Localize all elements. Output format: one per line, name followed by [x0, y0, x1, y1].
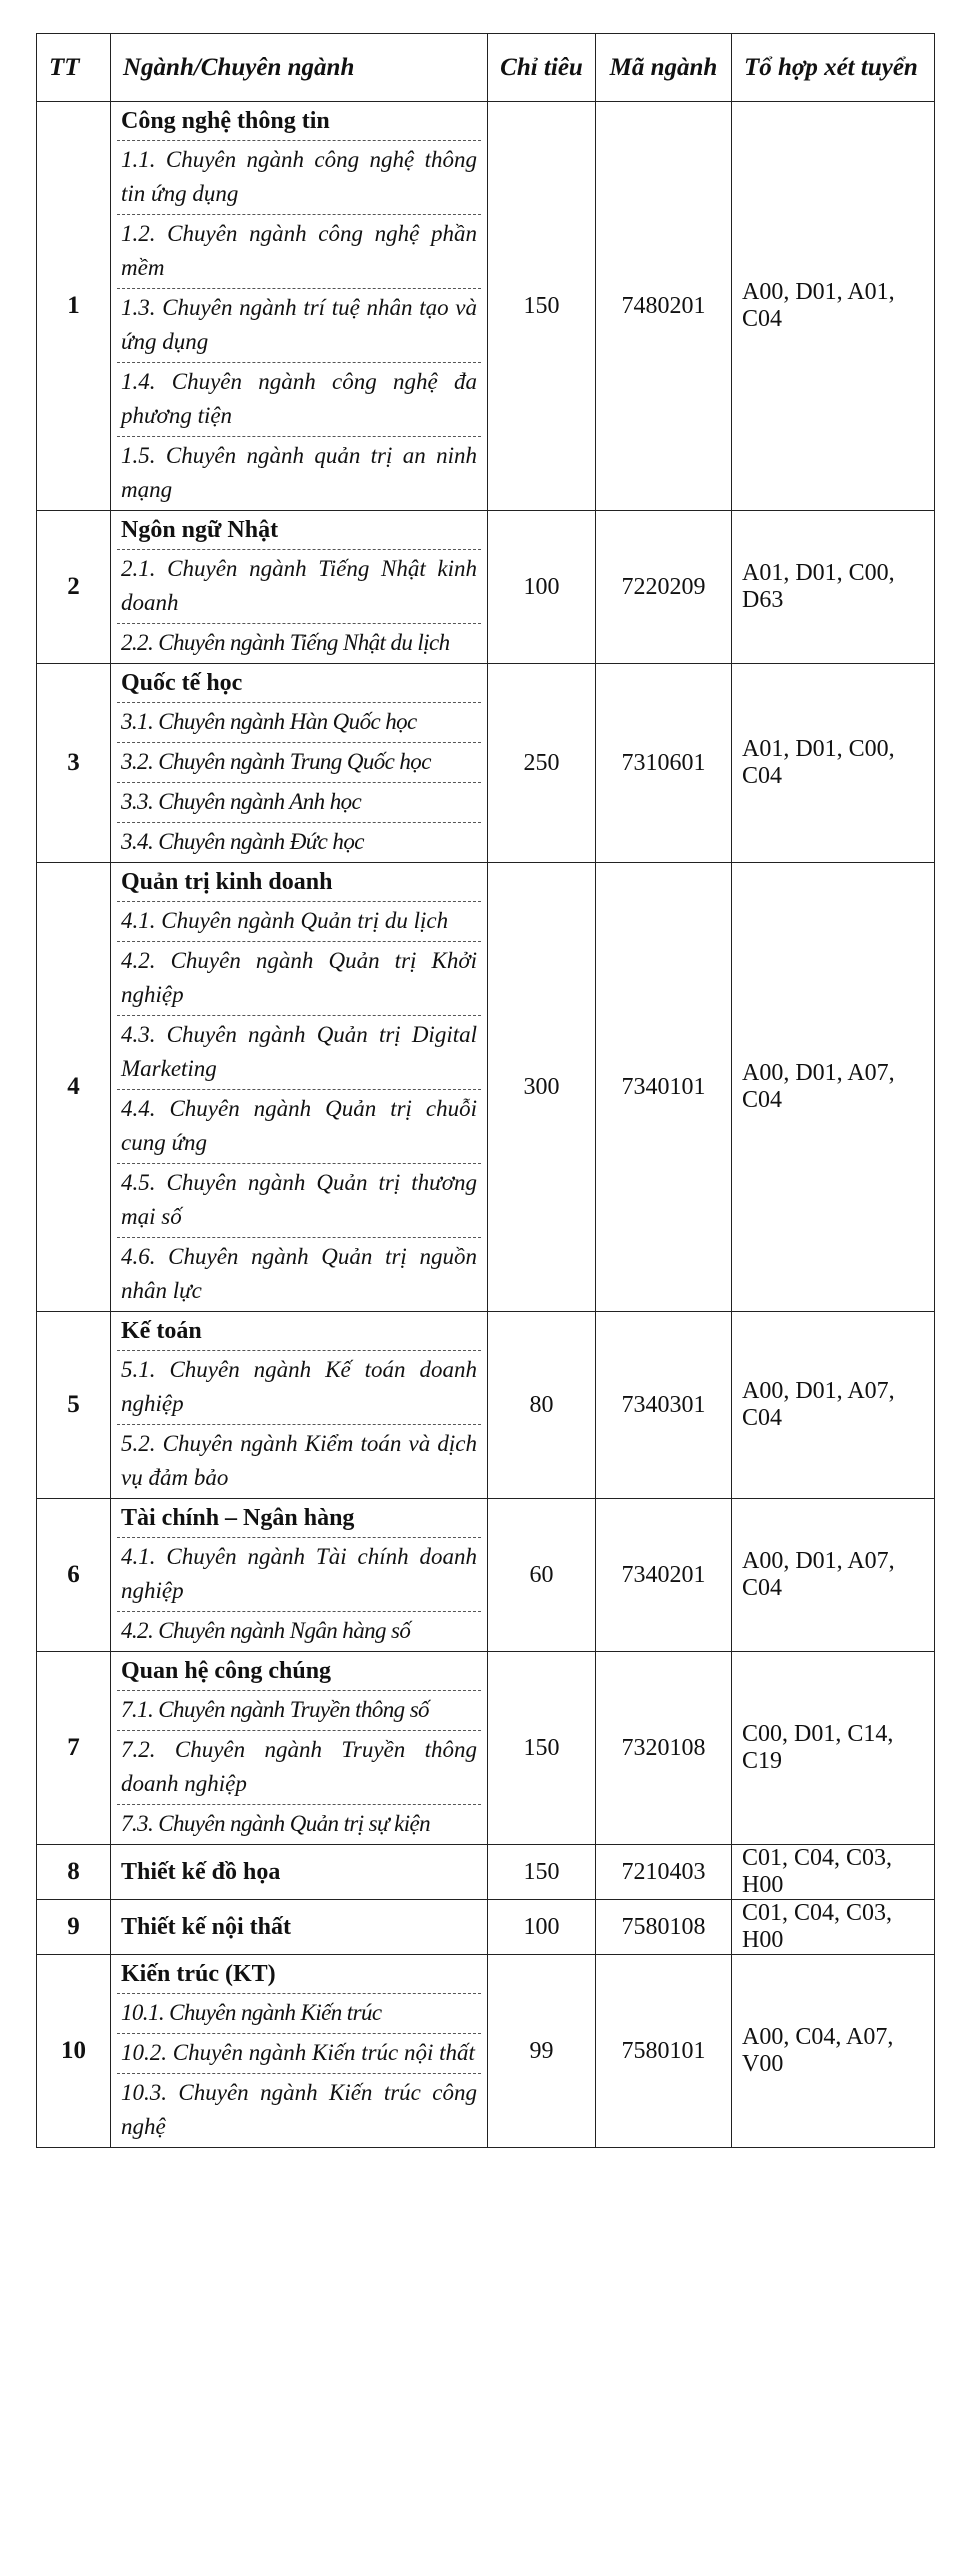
- row-number: 3: [37, 664, 111, 863]
- header-row: [37, 34, 935, 102]
- major-cell: [111, 102, 488, 511]
- major-code: 7310601: [596, 664, 732, 863]
- major-code: 7580101: [596, 1955, 732, 2148]
- specialization-item: 4.2. Chuyên ngành Ngân hàng số: [121, 1618, 411, 1643]
- row-number: 1: [37, 102, 111, 511]
- table-row: [37, 102, 935, 511]
- table-row: [37, 863, 935, 1312]
- specialization-item: 7.1. Chuyên ngành Truyền thông số: [117, 1691, 481, 1731]
- specialization-item: 4.4. Chuyên ngành Quản trị chuỗi cung ứng: [117, 1090, 481, 1164]
- major-code: 7480201: [596, 102, 732, 511]
- subject-combinations: A00, D01, A07, C04: [732, 1499, 935, 1652]
- major-code: 7220209: [596, 511, 732, 664]
- major-code: 7320108: [596, 1652, 732, 1845]
- major-code: 7580108: [596, 1900, 732, 1955]
- major-name: Quản trị kinh doanh: [117, 863, 481, 902]
- specialization-item: 10.3. Chuyên ngành Kiến trúc công nghệ: [121, 2080, 477, 2139]
- major-name: Kế toán: [117, 1312, 481, 1351]
- header-tt: TT: [37, 34, 111, 102]
- subject-combinations: A01, D01, C00, D63: [732, 511, 935, 664]
- major-cell: [111, 1499, 488, 1652]
- quota-value: 150: [488, 1845, 596, 1900]
- subject-combinations: A01, D01, C00, C04: [732, 664, 935, 863]
- table-body: [37, 102, 935, 2148]
- row-number: 8: [37, 1845, 111, 1900]
- specialization-item: 2.1. Chuyên ngành Tiếng Nhật kinh doanh: [117, 550, 481, 624]
- major-name: Quốc tế học: [117, 664, 481, 703]
- major-name: Thiết kế nội thất: [111, 1900, 488, 1955]
- specialization-item: 1.2. Chuyên ngành công nghệ phần mềm: [117, 215, 481, 289]
- major-cell: [111, 1955, 488, 2148]
- specialization-item: 2.2. Chuyên ngành Tiếng Nhật du lịch: [121, 630, 450, 655]
- subject-combinations: A00, D01, A01, C04: [732, 102, 935, 511]
- subject-combinations: C01, C04, C03, H00: [732, 1845, 935, 1900]
- row-number: 9: [37, 1900, 111, 1955]
- quota-value: 150: [488, 102, 596, 511]
- major-code: 7340301: [596, 1312, 732, 1499]
- specialization-item: 4.1. Chuyên ngành Tài chính doanh nghiệp: [117, 1538, 481, 1612]
- row-number: 10: [37, 1955, 111, 2148]
- specialization-item: 1.1. Chuyên ngành công nghệ thông tin ứng dụng: [117, 141, 481, 215]
- specialization-item: 7.3. Chuyên ngành Quản trị sự kiện: [121, 1811, 431, 1836]
- row-number: 4: [37, 863, 111, 1312]
- specialization-item: 3.3. Chuyên ngành Anh học: [117, 783, 481, 823]
- major-cell: [111, 1312, 488, 1499]
- specialization-item: 4.2. Chuyên ngành Quản trị Khởi nghiệp: [117, 942, 481, 1016]
- major-code: 7210403: [596, 1845, 732, 1900]
- table-row: [37, 1845, 935, 1900]
- major-code: 7340201: [596, 1499, 732, 1652]
- specialization-item: 5.1. Chuyên ngành Kế toán doanh nghiệp: [117, 1351, 481, 1425]
- major-name: Ngôn ngữ Nhật: [117, 511, 481, 550]
- row-number: 2: [37, 511, 111, 664]
- specialization-item: 1.4. Chuyên ngành công nghệ đa phương tiện: [117, 363, 481, 437]
- table-row: [37, 1499, 935, 1652]
- header-code: Mã ngành: [596, 34, 732, 102]
- quota-value: 99: [488, 1955, 596, 2148]
- major-cell: [111, 511, 488, 664]
- specialization-item: 4.5. Chuyên ngành Quản trị thương mại số: [117, 1164, 481, 1238]
- subject-combinations: A00, C04, A07, V00: [732, 1955, 935, 2148]
- table-row: [37, 664, 935, 863]
- specialization-item: 3.4. Chuyên ngành Đức học: [121, 829, 364, 854]
- specialization-item: 7.2. Chuyên ngành Truyền thông doanh nghiệp: [117, 1731, 481, 1805]
- table-row: [37, 1652, 935, 1845]
- specialization-item: 4.6. Chuyên ngành Quản trị nguồn nhân lực: [121, 1244, 477, 1303]
- table-row: [37, 1900, 935, 1955]
- quota-value: 100: [488, 1900, 596, 1955]
- subject-combinations: A00, D01, A07, C04: [732, 863, 935, 1312]
- header-quota: Chỉ tiêu: [488, 34, 596, 102]
- specialization-item: 5.2. Chuyên ngành Kiểm toán và dịch vụ đảm bảo: [121, 1431, 477, 1490]
- quota-value: 300: [488, 863, 596, 1312]
- quota-value: 250: [488, 664, 596, 863]
- header-major: Ngành/Chuyên ngành: [111, 34, 488, 102]
- table-row: [37, 511, 935, 664]
- admissions-table-wrapper: [36, 33, 934, 2148]
- table-row: [37, 1955, 935, 2148]
- table-row: [37, 1312, 935, 1499]
- specialization-item: 4.1. Chuyên ngành Quản trị du lịch: [117, 902, 481, 942]
- major-code: 7340101: [596, 863, 732, 1312]
- major-name: Tài chính – Ngân hàng: [117, 1499, 481, 1538]
- specialization-item: 3.1. Chuyên ngành Hàn Quốc học: [117, 703, 481, 743]
- major-name: Thiết kế đồ họa: [111, 1845, 488, 1900]
- major-cell: [111, 863, 488, 1312]
- specialization-item: 10.1. Chuyên ngành Kiến trúc: [117, 1994, 481, 2034]
- major-cell: [111, 664, 488, 863]
- subject-combinations: C00, D01, C14, C19: [732, 1652, 935, 1845]
- header-combo: Tổ hợp xét tuyển: [732, 34, 935, 102]
- specialization-item: 10.2. Chuyên ngành Kiến trúc nội thất: [117, 2034, 481, 2074]
- major-cell: [111, 1652, 488, 1845]
- major-name: Quan hệ công chúng: [117, 1652, 481, 1691]
- subject-combinations: A00, D01, A07, C04: [732, 1312, 935, 1499]
- quota-value: 100: [488, 511, 596, 664]
- row-number: 7: [37, 1652, 111, 1845]
- specialization-item: 1.5. Chuyên ngành quản trị an ninh mạng: [121, 443, 477, 502]
- major-name: Công nghệ thông tin: [117, 102, 481, 141]
- major-name: Kiến trúc (KT): [117, 1955, 481, 1994]
- row-number: 6: [37, 1499, 111, 1652]
- quota-value: 60: [488, 1499, 596, 1652]
- specialization-item: 3.2. Chuyên ngành Trung Quốc học: [117, 743, 481, 783]
- specialization-item: 1.3. Chuyên ngành trí tuệ nhân tạo và ứng dụng: [117, 289, 481, 363]
- quota-value: 80: [488, 1312, 596, 1499]
- subject-combinations: C01, C04, C03, H00: [732, 1900, 935, 1955]
- quota-value: 150: [488, 1652, 596, 1845]
- admissions-table: [36, 33, 935, 2148]
- row-number: 5: [37, 1312, 111, 1499]
- specialization-item: 4.3. Chuyên ngành Quản trị Digital Marketing: [117, 1016, 481, 1090]
